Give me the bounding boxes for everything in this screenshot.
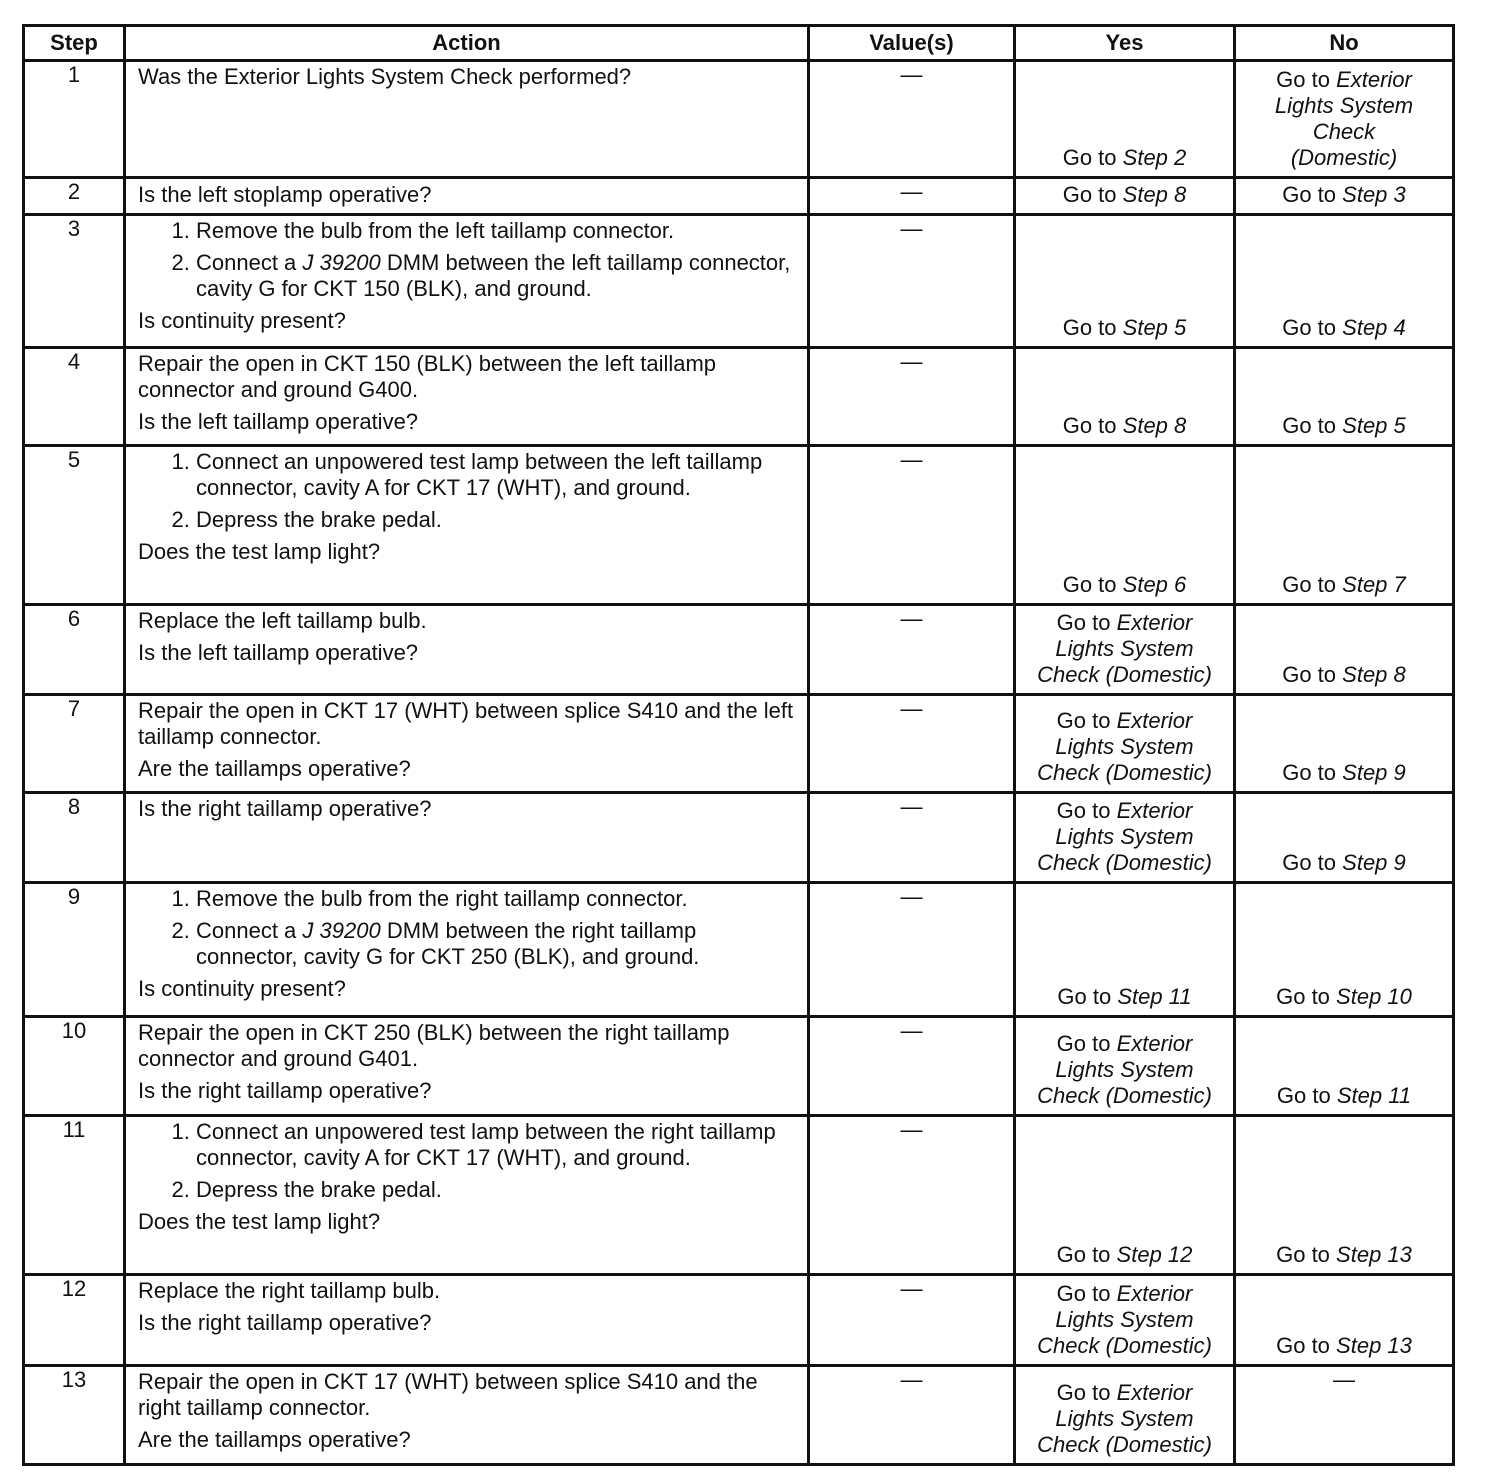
step-number: 12 — [24, 1275, 125, 1366]
no-cell: — — [1235, 1366, 1454, 1465]
link-text: Exterior — [1336, 67, 1412, 92]
step-link: Step 12 — [1116, 1242, 1193, 1267]
instruction-list — [138, 886, 799, 970]
no-cell — [1235, 215, 1454, 348]
table-row — [24, 61, 1454, 178]
link-text: Exterior — [1116, 798, 1193, 823]
table-row — [24, 1116, 1454, 1275]
go-to-text: Go to — [1282, 413, 1337, 438]
question-text: Does the test lamp light? — [138, 1209, 381, 1234]
step-link: Step 5 — [1122, 315, 1187, 340]
action-cell — [125, 605, 809, 695]
go-to-text: Go to — [1062, 181, 1117, 207]
value-cell: — — [809, 1017, 1015, 1116]
table-row — [24, 178, 1454, 215]
value-cell: — — [809, 1116, 1015, 1275]
table-row — [24, 446, 1454, 605]
value-cell: — — [809, 215, 1015, 348]
step-number: 4 — [24, 348, 125, 446]
question-text: Was the Exterior Lights System Check performed? — [138, 64, 632, 89]
value-cell: — — [809, 178, 1015, 215]
link-text: Check (Domestic) — [1037, 850, 1212, 875]
no-cell — [1235, 61, 1454, 178]
step-number: 10 — [24, 1017, 125, 1116]
instruction-item: 2. Connect a J 39200 DMM between the right taillamp connector, cavity G for CKT 250 (BLK), and ground. — [196, 918, 799, 970]
value-cell: — — [809, 446, 1015, 605]
go-to-text: Go to — [1282, 850, 1337, 875]
step-link: Step 6 — [1122, 572, 1187, 597]
link-text: Exterior — [1116, 708, 1193, 733]
action-text: Repair the open in CKT 17 (WHT) between splice S410 and the right taillamp connector. — [138, 1369, 758, 1420]
action-text: Repair the open in CKT 17 (WHT) between splice S410 and the left taillamp connector. — [138, 698, 794, 749]
instruction-list — [138, 449, 799, 533]
table-row — [24, 605, 1454, 695]
instruction-item: 2. Depress the brake pedal. — [196, 1177, 799, 1203]
go-to-text: Go to — [1276, 1242, 1330, 1267]
action-cell — [125, 695, 809, 793]
go-to-text: Go to — [1276, 984, 1330, 1009]
value-cell: — — [809, 605, 1015, 695]
instruction-item: 1. Connect an unpowered test lamp between the right taillamp connector, cavity A for CKT 17 (WHT), and ground. — [196, 1119, 799, 1171]
no-cell — [1235, 1116, 1454, 1275]
step-link: Step 9 — [1342, 850, 1406, 875]
step-number: 9 — [24, 883, 125, 1017]
yes-cell — [1015, 695, 1235, 793]
link-text: Check (Domestic) — [1037, 760, 1212, 785]
question-text: Is continuity present? — [138, 308, 346, 333]
no-cell — [1235, 605, 1454, 695]
step-link: Step 3 — [1342, 181, 1406, 207]
question-text: Is the right taillamp operative? — [138, 1078, 432, 1103]
step-link: Step 7 — [1342, 572, 1406, 597]
table-row — [24, 793, 1454, 883]
action-text: Repair the open in CKT 250 (BLK) between the right taillamp connector and ground G401. — [138, 1020, 730, 1071]
step-number: 2 — [24, 178, 125, 215]
go-to-text: Go to — [1276, 67, 1330, 92]
step-link: Step 4 — [1342, 315, 1406, 340]
go-to-text: Go to — [1282, 315, 1337, 340]
tool-name: J 39200 — [302, 250, 381, 275]
question-text: Is the left taillamp operative? — [138, 640, 419, 665]
question-text: Is the right taillamp operative? — [138, 1310, 432, 1335]
action-cell — [125, 1275, 809, 1366]
step-link: Step 9 — [1342, 760, 1406, 785]
value-cell: — — [809, 1366, 1015, 1465]
table-row — [24, 695, 1454, 793]
link-text: Exterior — [1116, 610, 1193, 635]
yes-cell — [1015, 1116, 1235, 1275]
yes-cell — [1015, 215, 1235, 348]
table-row — [24, 883, 1454, 1017]
table-row — [24, 1017, 1454, 1116]
step-number: 5 — [24, 446, 125, 605]
go-to-text: Go to — [1276, 1083, 1331, 1108]
go-to-text: Go to — [1282, 181, 1337, 207]
action-cell — [125, 348, 809, 446]
action-cell — [125, 178, 809, 215]
link-text: Check (Domestic) — [1037, 1333, 1212, 1358]
go-to-text: Go to — [1276, 1333, 1330, 1358]
value-cell: — — [809, 883, 1015, 1017]
link-text: Lights System — [1055, 824, 1194, 849]
no-cell — [1235, 793, 1454, 883]
step-link: Step 13 — [1336, 1242, 1412, 1267]
table-row — [24, 1366, 1454, 1465]
question-text: Is continuity present? — [138, 976, 346, 1001]
action-text: Replace the left taillamp bulb. — [138, 608, 427, 633]
yes-cell — [1015, 348, 1235, 446]
question-text: Are the taillamps operative? — [138, 756, 411, 781]
no-cell — [1235, 446, 1454, 605]
step-number: 8 — [24, 793, 125, 883]
instruction-list — [138, 218, 799, 302]
go-to-text: Go to — [1057, 984, 1112, 1009]
instruction-item: 1. Connect an unpowered test lamp between the left taillamp connector, cavity A for CKT 17 (WHT), and ground. — [196, 449, 799, 501]
question-text: Is the right taillamp operative? — [138, 796, 432, 821]
action-cell — [125, 883, 809, 1017]
step-link: Step 8 — [1122, 413, 1187, 438]
step-link: Step 8 — [1122, 181, 1187, 207]
go-to-text: Go to — [1056, 610, 1111, 635]
value-cell: — — [809, 348, 1015, 446]
yes-cell — [1015, 1366, 1235, 1465]
diagnostic-table — [22, 24, 1455, 1466]
instruction-item: 1. Remove the bulb from the right taillamp connector. — [196, 886, 799, 912]
header-step: Step — [24, 26, 125, 61]
go-to-text: Go to — [1062, 572, 1117, 597]
yes-cell — [1015, 605, 1235, 695]
no-cell — [1235, 348, 1454, 446]
header-yes: Yes — [1015, 26, 1235, 61]
instruction-item: 2. Depress the brake pedal. — [196, 507, 799, 533]
yes-cell — [1015, 883, 1235, 1017]
step-link: Step 11 — [1336, 1083, 1412, 1108]
step-number: 1 — [24, 61, 125, 178]
yes-cell — [1015, 178, 1235, 215]
action-cell — [125, 215, 809, 348]
step-number: 3 — [24, 215, 125, 348]
question-text: Is the left stoplamp operative? — [138, 182, 432, 207]
link-text: Lights System — [1055, 1406, 1194, 1431]
instruction-list — [138, 1119, 799, 1203]
yes-cell — [1015, 61, 1235, 178]
go-to-text: Go to — [1062, 413, 1117, 438]
go-to-text: Go to — [1056, 1380, 1111, 1405]
yes-cell — [1015, 793, 1235, 883]
link-text: Lights System — [1055, 636, 1194, 661]
yes-cell — [1015, 1275, 1235, 1366]
action-cell — [125, 1017, 809, 1116]
action-cell — [125, 1116, 809, 1275]
action-cell — [125, 793, 809, 883]
step-link: Step 2 — [1122, 145, 1187, 170]
instruction-item: 2. Connect a J 39200 DMM between the left taillamp connector, cavity G for CKT 150 (BLK), and ground. — [196, 250, 799, 302]
link-text: Exterior — [1116, 1380, 1193, 1405]
step-link: Step 8 — [1342, 662, 1406, 687]
link-text: Lights System — [1055, 1057, 1194, 1082]
value-cell: — — [809, 793, 1015, 883]
go-to-text: Go to — [1062, 315, 1117, 340]
go-to-text: Go to — [1282, 662, 1337, 687]
header-values: Value(s) — [809, 26, 1015, 61]
question-text: Is the left taillamp operative? — [138, 409, 419, 434]
go-to-text: Go to — [1056, 1242, 1111, 1267]
action-text: Repair the open in CKT 150 (BLK) between the left taillamp connector and ground G400. — [138, 351, 717, 402]
link-text: Lights System — [1274, 93, 1414, 118]
link-text: Check — [1312, 119, 1376, 144]
value-cell: — — [809, 695, 1015, 793]
step-link: Step 11 — [1117, 984, 1192, 1009]
instruction-item: 1. Remove the bulb from the left taillamp connector. — [196, 218, 799, 244]
yes-cell — [1015, 446, 1235, 605]
link-text: Exterior — [1116, 1031, 1193, 1056]
go-to-text: Go to — [1056, 1031, 1111, 1056]
tool-name: J 39200 — [302, 918, 381, 943]
value-cell: — — [809, 61, 1015, 178]
no-cell — [1235, 1017, 1454, 1116]
go-to-text: Go to — [1056, 798, 1111, 823]
question-text: Are the taillamps operative? — [138, 1427, 411, 1452]
table-row — [24, 1275, 1454, 1366]
go-to-text: Go to — [1282, 760, 1337, 785]
yes-cell — [1015, 1017, 1235, 1116]
go-to-text: Go to — [1282, 572, 1337, 597]
step-number: 7 — [24, 695, 125, 793]
no-cell — [1235, 178, 1454, 215]
link-text: Exterior — [1116, 1281, 1193, 1306]
go-to-text: Go to — [1062, 145, 1117, 170]
link-text: Check (Domestic) — [1037, 662, 1212, 687]
link-text: Check (Domestic) — [1037, 1432, 1212, 1457]
link-text: Check (Domestic) — [1037, 1083, 1212, 1108]
action-cell — [125, 446, 809, 605]
link-text: Lights System — [1055, 1307, 1194, 1332]
action-cell — [125, 1366, 809, 1465]
step-link: Step 13 — [1336, 1333, 1412, 1358]
header-row — [24, 26, 1454, 61]
step-number: 13 — [24, 1366, 125, 1465]
step-number: 6 — [24, 605, 125, 695]
question-text: Does the test lamp light? — [138, 539, 381, 564]
link-text: (Domestic) — [1290, 145, 1398, 170]
header-no: No — [1235, 26, 1454, 61]
no-cell — [1235, 695, 1454, 793]
header-action: Action — [125, 26, 809, 61]
go-to-text: Go to — [1056, 1281, 1111, 1306]
table-row — [24, 348, 1454, 446]
value-cell: — — [809, 1275, 1015, 1366]
step-link: Step 10 — [1336, 984, 1412, 1009]
go-to-text: Go to — [1056, 708, 1111, 733]
step-link: Step 5 — [1342, 413, 1406, 438]
no-cell — [1235, 883, 1454, 1017]
step-number: 11 — [24, 1116, 125, 1275]
no-cell — [1235, 1275, 1454, 1366]
action-text: Replace the right taillamp bulb. — [138, 1278, 441, 1303]
action-cell — [125, 61, 809, 178]
table-row — [24, 215, 1454, 348]
link-text: Lights System — [1055, 734, 1194, 759]
